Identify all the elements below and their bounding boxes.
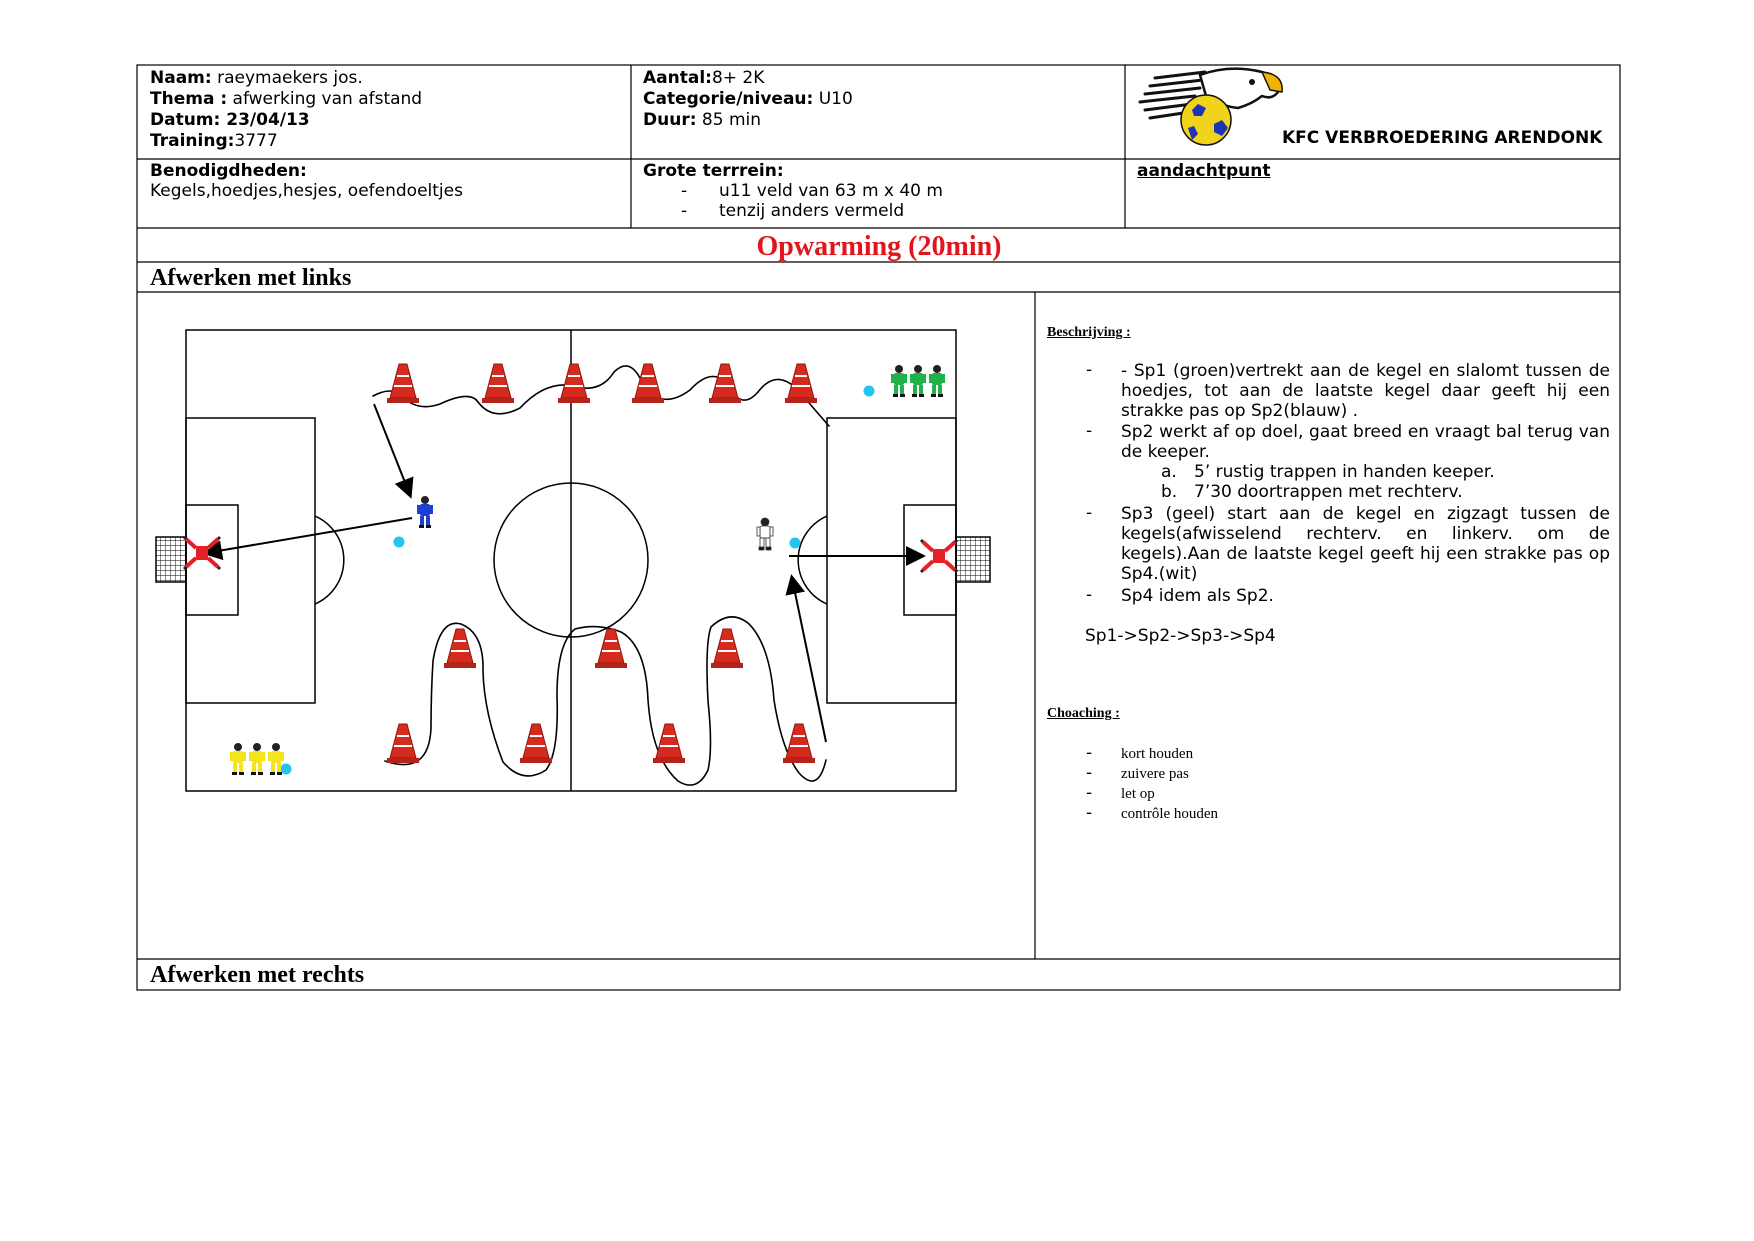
ball-icon	[790, 538, 801, 549]
aantal-value: 8+ 2K	[711, 68, 765, 88]
cell-trainer-info	[138, 66, 631, 159]
bullet-dash: -	[1086, 585, 1093, 605]
sub-item: 7’30 doortrappen met rechterv.	[1194, 482, 1463, 502]
player-icon	[230, 743, 246, 775]
cell-equipment	[138, 160, 631, 228]
duur-value: 85 min	[696, 110, 761, 130]
description-line: strakke pas op Sp2(blauw) .	[1121, 401, 1359, 421]
yellow-players	[230, 743, 284, 775]
thema-label: Thema :	[150, 89, 228, 109]
naam-label: Naam:	[150, 68, 212, 88]
ball-icon	[864, 386, 875, 397]
field-label: Grote terrrein:	[643, 161, 784, 181]
cone-icon	[632, 364, 664, 403]
goal-net-icon	[156, 537, 186, 582]
naam-value: raeymaekers jos.	[211, 68, 363, 88]
duur-label: Duur:	[643, 110, 697, 130]
training-label: Training:	[150, 131, 235, 151]
ball-icon	[394, 537, 405, 548]
cell-club	[1126, 66, 1620, 159]
coaching-item: zuivere pas	[1121, 766, 1189, 782]
bullet-dash: -	[1086, 421, 1093, 441]
description-line: kegels).Aan de laatste kegel geeft hij een strakke pas op	[1121, 544, 1610, 564]
coaching-label: Choaching :	[1047, 706, 1120, 721]
equipment-value: Kegels,hoedjes,hesjes, oefendoeltjes	[150, 181, 463, 201]
section-title: Opwarming (20min)	[756, 231, 1002, 262]
bullet-dash: -	[1086, 763, 1093, 783]
field-item: tenzij anders vermeld	[719, 201, 905, 221]
categorie-value: U10	[813, 89, 853, 109]
bullet-dash: -	[1086, 743, 1093, 763]
balls	[281, 386, 875, 775]
player-icon	[891, 365, 907, 397]
field-dash: -	[681, 181, 688, 201]
cone-icon	[387, 364, 419, 403]
cone-icon	[709, 364, 741, 403]
aantal-label: Aantal:	[643, 68, 712, 88]
thema-value: afwerking van afstand	[227, 89, 423, 109]
coaching-item: kort houden	[1121, 746, 1194, 762]
cone-icon	[711, 629, 743, 668]
datum-label: Datum: 23/04/13	[150, 110, 310, 130]
pass-arrows	[206, 404, 922, 742]
equipment-label: Benodigdheden:	[150, 161, 307, 181]
exercise1-title: Afwerken met links	[150, 265, 352, 291]
cell-field	[632, 160, 1125, 228]
ball-icon	[281, 764, 292, 775]
description-line: Sp3 (geel) start aan de kegel en zigzagt tussen de	[1121, 504, 1610, 524]
player-icon	[249, 743, 265, 775]
description-line: de keeper.	[1121, 442, 1210, 462]
player-icon	[417, 496, 433, 528]
bullet-dash: -	[1086, 503, 1093, 523]
player-icon	[757, 518, 773, 550]
exercise2-title: Afwerken met rechts	[150, 962, 365, 988]
description-line: Sp4 idem als Sp2.	[1121, 586, 1274, 606]
green-players	[891, 365, 945, 397]
cone-icon	[387, 724, 419, 763]
sub-marker: b.	[1161, 482, 1178, 502]
cone-icon	[520, 724, 552, 763]
cone-icon	[482, 364, 514, 403]
description-line: Sp4.(wit)	[1121, 564, 1198, 584]
club-name: KFC VERBROEDERING ARENDONK	[1282, 128, 1603, 148]
training-value: 3777	[234, 131, 278, 151]
cone-icon	[444, 629, 476, 668]
player-icon	[910, 365, 926, 397]
bullet-dash: -	[1086, 803, 1093, 823]
coaching-item: let op	[1121, 786, 1155, 802]
field-item: u11 veld van 63 m x 40 m	[719, 181, 943, 201]
cone-icon	[783, 724, 815, 763]
categorie-label: Categorie/niveau:	[643, 89, 814, 109]
sub-marker: a.	[1161, 462, 1177, 482]
cone-icon	[653, 724, 685, 763]
attention-label: aandachtpunt	[1137, 161, 1271, 181]
cone-icon	[595, 629, 627, 668]
description-line: kegels(afwisselend rechterv. en linkerv. om de	[1121, 524, 1610, 544]
cone-icon	[558, 364, 590, 403]
description-line: hoedjes, tot aan de laatste kegel daar geeft hij een	[1121, 381, 1610, 401]
sequence-line: Sp1->Sp2->Sp3->Sp4	[1085, 626, 1276, 646]
description-line: Sp2 werkt af op doel, gaat breed en vraagt bal terug van	[1121, 422, 1610, 442]
cones	[387, 364, 817, 763]
white-player	[757, 518, 773, 550]
field-dash: -	[681, 201, 688, 221]
bullet-dash: -	[1086, 360, 1093, 380]
keeper-icon	[184, 537, 220, 569]
keeper-icon	[921, 540, 957, 572]
bullet-dash: -	[1086, 783, 1093, 803]
description-label: Beschrijving :	[1047, 325, 1131, 340]
blue-player	[417, 496, 433, 528]
description-line: - Sp1 (groen)vertrekt aan de kegel en slalomt tussen de	[1121, 361, 1610, 381]
coaching-item: contrôle houden	[1121, 806, 1219, 822]
cell-group-info	[632, 66, 1125, 159]
player-icon	[929, 365, 945, 397]
sub-item: 5’ rustig trappen in handen keeper.	[1194, 462, 1495, 482]
cell-attention	[1126, 160, 1620, 228]
goal-net-icon	[956, 537, 990, 582]
route-lines	[373, 366, 829, 785]
exercise-description	[1040, 300, 1614, 960]
